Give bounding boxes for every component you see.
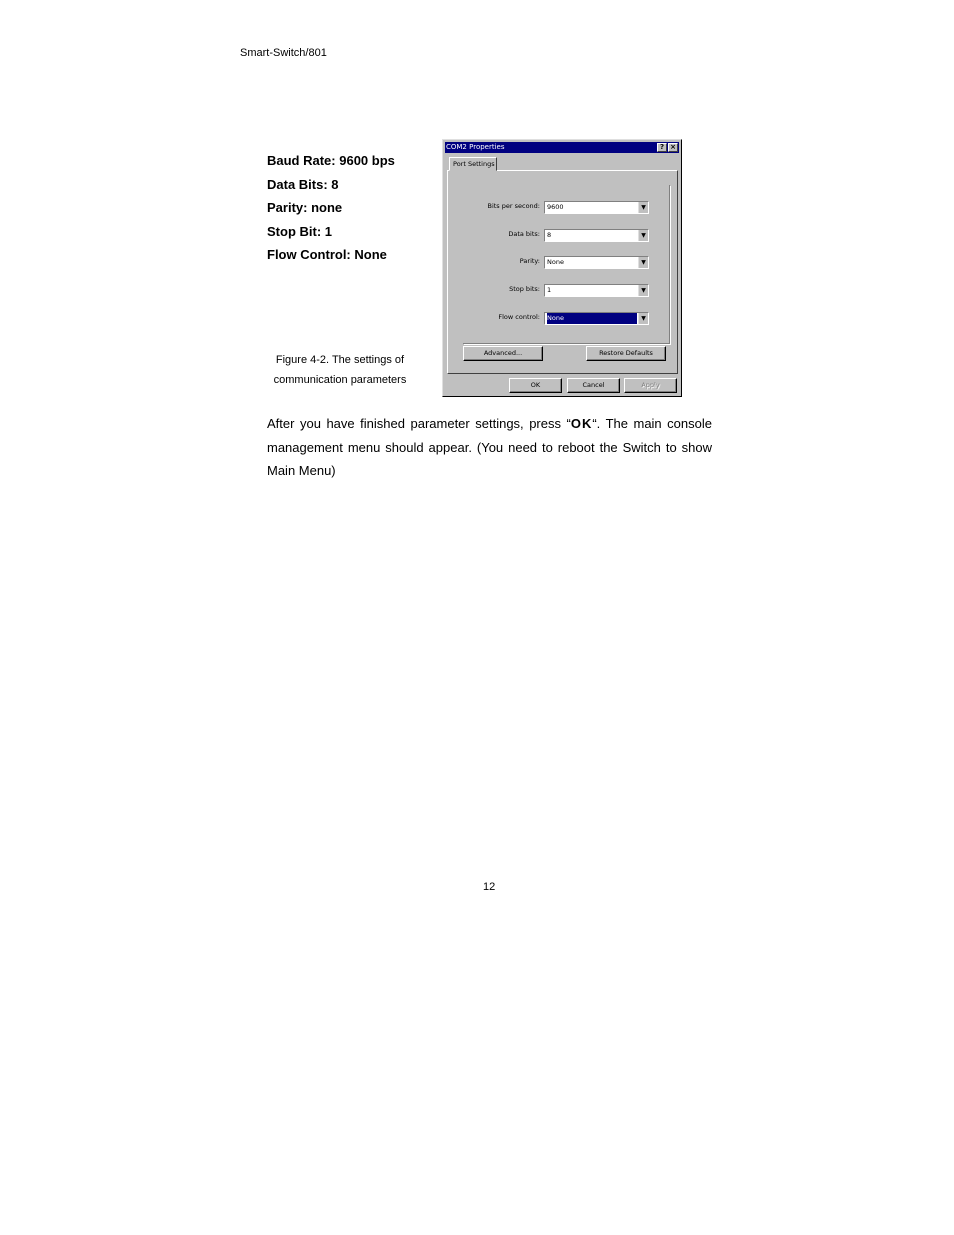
stop-bits-label: Stop bits: [509,285,540,293]
data-bits-select[interactable] [544,229,649,242]
data-bits-label: Data bits: [508,230,540,238]
figure-caption [262,350,418,390]
bits-per-second-select[interactable] [544,201,649,214]
bits-per-second-label: Bits per second: [487,202,540,210]
parity-select[interactable] [544,256,649,269]
flow-control-select[interactable] [544,312,649,325]
stop-bits-value: 1 [547,286,552,294]
com-properties-dialog [442,139,682,397]
tab-panel [447,170,678,374]
apply-button[interactable]: Apply [624,378,677,393]
caption-line-2: communication parameters [273,374,407,386]
flow-control-value: None [547,313,637,324]
dialog-title: COM2 Properties [446,143,505,151]
chevron-down-icon[interactable]: ▼ [638,257,648,268]
caption-line-1: Figure 4-2. The settings of [275,354,405,366]
param-flow-control: Flow Control: None [267,247,387,263]
running-header: Smart-Switch/801 [240,47,327,59]
flow-control-label: Flow control: [498,313,540,321]
param-data-bits: Data Bits: 8 [267,176,339,192]
paragraph-text-after: “. The main console management menu should appear. (You need to reboot the Switch to show Main Menu) [267,416,712,478]
body-paragraph [267,412,712,483]
stop-bits-select[interactable] [544,284,649,297]
chevron-down-icon[interactable]: ▼ [638,285,648,296]
tab-port-settings[interactable]: Port Settings [449,157,497,171]
parity-label: Parity: [519,257,540,265]
ok-button[interactable]: OK [509,378,562,393]
param-stop-bit: Stop Bit: 1 [267,223,332,239]
restore-defaults-button[interactable]: Restore Defaults [586,346,666,361]
data-bits-value: 8 [547,231,552,239]
bits-per-second-value: 9600 [547,203,564,211]
advanced-button[interactable]: Advanced... [463,346,543,361]
chevron-down-icon[interactable]: ▼ [638,230,648,241]
ok-keyword: OK [570,416,593,431]
dialog-title-bar [445,142,679,153]
parity-value: None [547,258,564,266]
chevron-down-icon[interactable]: ▼ [638,202,648,213]
cancel-button[interactable]: Cancel [567,378,620,393]
paragraph-text-before: After you have finished parameter settings, press “ [267,416,571,431]
chevron-down-icon[interactable]: ▼ [638,313,648,324]
param-parity: Parity: none [267,200,343,216]
parameter-list [267,151,395,269]
help-button[interactable]: ? [657,143,667,152]
page-number: 12 [483,881,496,893]
param-baud-rate: Baud Rate: 9600 bps [267,153,395,168]
close-button[interactable]: × [668,143,678,152]
